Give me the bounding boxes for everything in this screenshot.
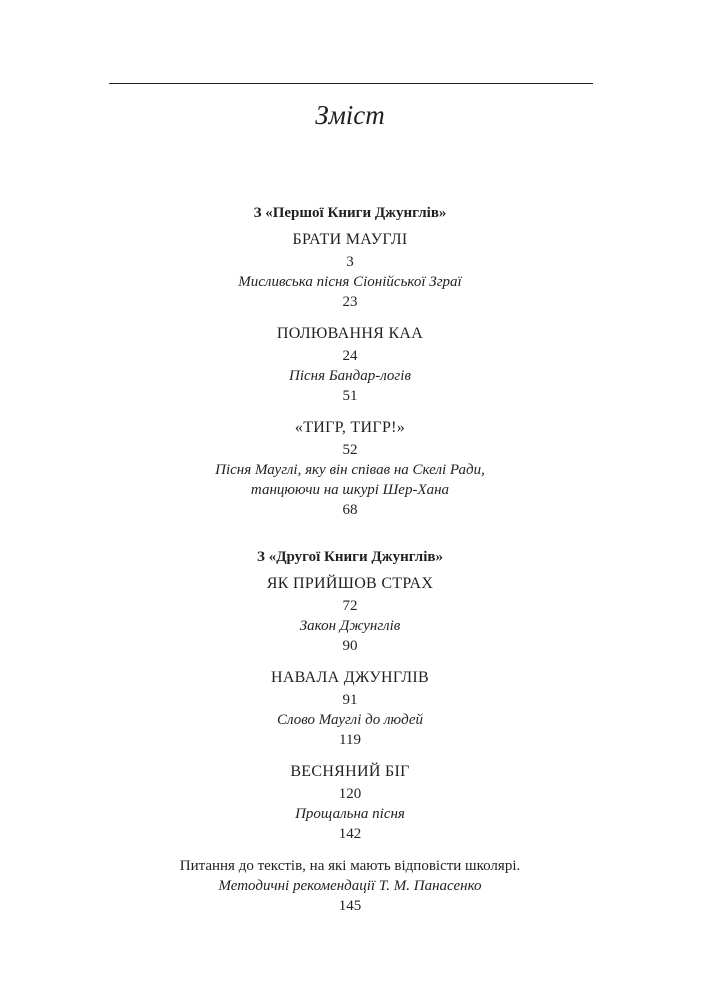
toc-entry	[0, 228, 700, 312]
song-title: Пісня Мауглі, яку він співав на Скелі Ради,	[215, 462, 485, 478]
song-title: Закон Джунглів	[299, 618, 401, 634]
page-number: 72	[342, 598, 358, 614]
page-number: 145	[338, 898, 362, 914]
toc-entry	[0, 760, 700, 844]
page-number: 52	[342, 442, 358, 458]
page-number: 3	[346, 254, 354, 270]
page-title: Зміст	[315, 100, 385, 130]
story-title: ВЕСНЯНИЙ БІГ	[290, 763, 410, 780]
page-number: 91	[342, 692, 358, 708]
page-number: 23	[342, 294, 358, 310]
page-number: 51	[342, 388, 358, 404]
story-title: ЯК ПРИЙШОВ СТРАХ	[266, 575, 434, 592]
page-number: 142	[338, 826, 362, 842]
story-title: НАВАЛА ДЖУНГЛІВ	[270, 669, 430, 686]
song-title: Мисливська пісня Сіонійської Зграї	[238, 274, 462, 290]
toc-entry	[0, 322, 700, 406]
page-number: 68	[342, 502, 358, 518]
song-title-continued: танцюючи на шкурі Шер-Хана	[250, 482, 450, 498]
section-heading: З «Другої Книги Джунглів»	[257, 549, 443, 565]
page-number: 120	[338, 786, 362, 802]
appendix-title: Питання до текстів, на які мають відповісти школярі.	[179, 858, 521, 874]
toc-entry	[0, 666, 700, 750]
song-title: Пісня Бандар-логів	[289, 368, 411, 384]
story-title: ПОЛЮВАННЯ КАА	[276, 325, 424, 342]
song-title: Прощальна пісня	[295, 806, 405, 822]
page-number: 24	[342, 348, 358, 364]
section-heading: З «Першої Книги Джунглів»	[253, 205, 447, 221]
toc-section	[0, 200, 700, 520]
toc-section	[0, 544, 700, 844]
appendix-subtitle: Методичні рекомендації Т. М. Панасенко	[218, 878, 482, 894]
toc-entry	[0, 572, 700, 656]
toc-entry-appendix	[0, 856, 700, 916]
story-title: «ТИГР, ТИГР!»	[294, 419, 406, 436]
toc-entry	[0, 416, 700, 520]
page-number: 119	[339, 732, 361, 748]
story-title: БРАТИ МАУГЛІ	[292, 231, 408, 248]
page-number: 90	[342, 638, 358, 654]
header-rule	[109, 83, 593, 84]
table-of-contents	[0, 200, 700, 916]
song-title: Слово Мауглі до людей	[276, 712, 424, 728]
